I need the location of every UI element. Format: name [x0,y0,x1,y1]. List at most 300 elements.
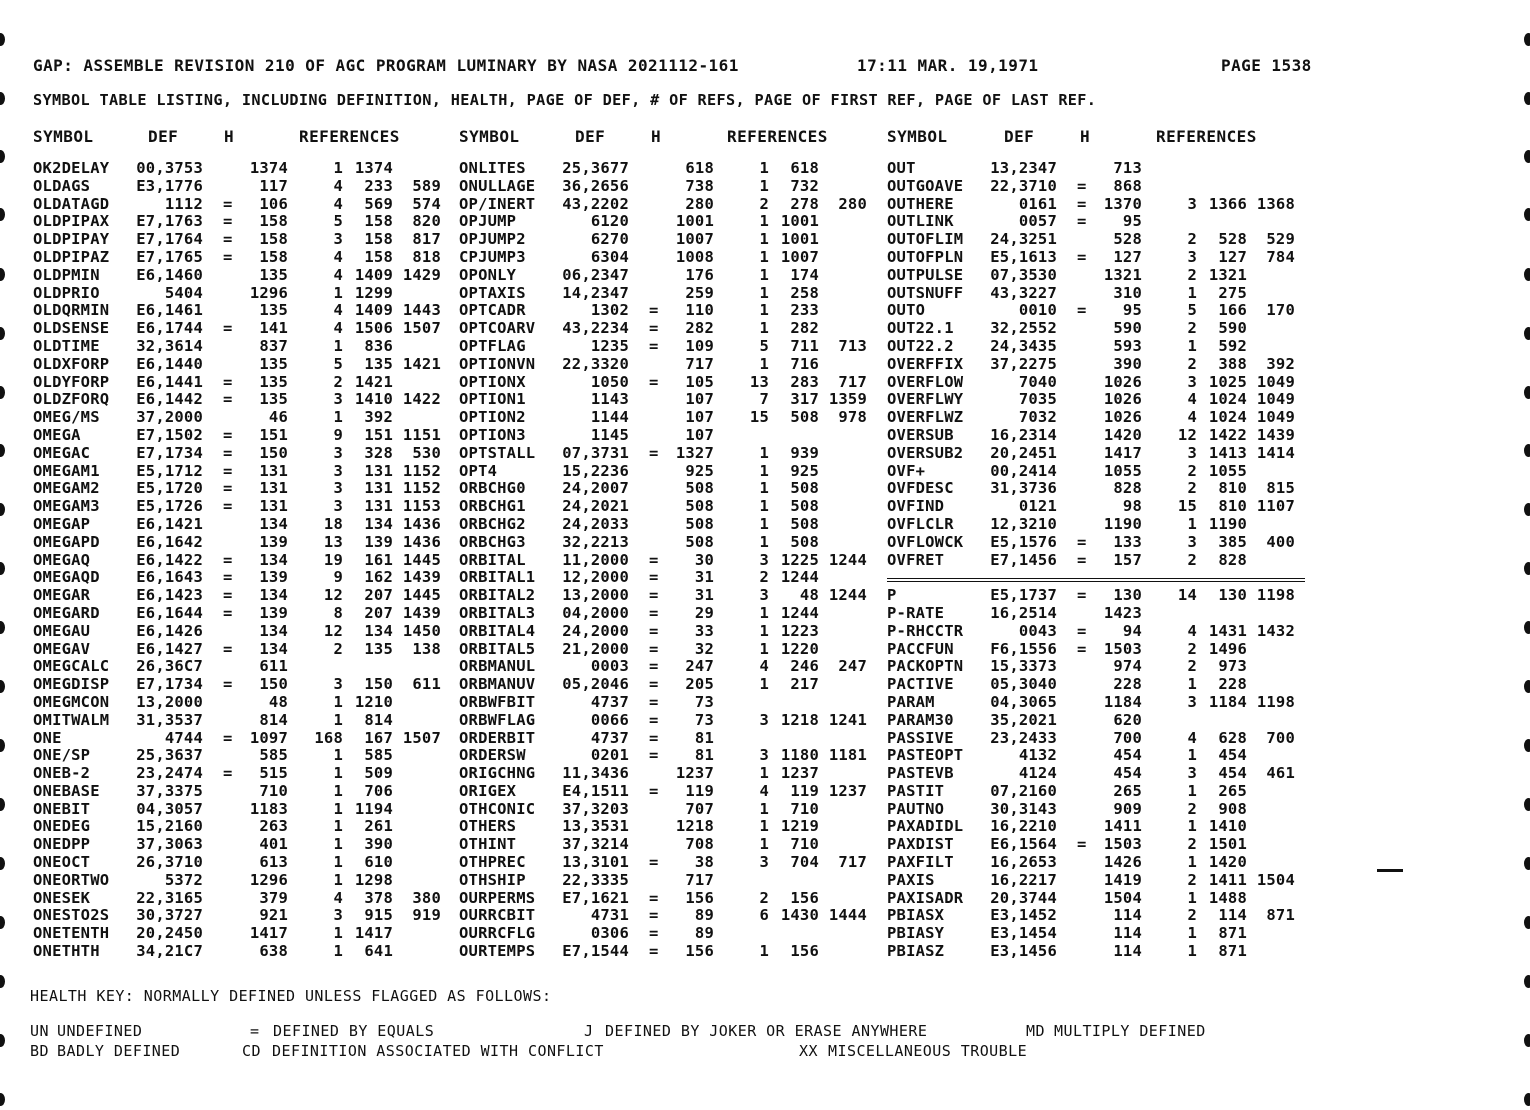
health-flag: = [223,568,233,587]
def-page: 135 [259,372,288,391]
symbol-column-1 [33,160,453,961]
first-ref-page: 1237 [780,764,819,783]
ref-count: 2 [1187,550,1197,569]
definition: E6,1441 [136,372,203,391]
symbol-name: OUTHERE [887,194,954,213]
def-page: 158 [259,212,288,231]
last-ref-page: 717 [838,372,867,391]
definition: 07,2160 [990,781,1057,800]
definition: 24,2033 [562,514,629,533]
ref-count: 8 [333,603,343,622]
first-ref-page: 1417 [354,924,393,943]
table-row [459,196,879,214]
symbol-name: P-RHCCTR [887,621,964,640]
ref-count: 3 [1187,372,1197,391]
first-ref-page: 378 [364,888,393,907]
table-row [459,463,879,481]
first-ref-page: 628 [1218,728,1247,747]
symbol-name: OP/INERT [459,194,536,213]
definition: E6,1426 [136,621,203,640]
health-flag: = [223,212,233,231]
symbol-name: PBIASY [887,924,945,943]
def-page: 921 [259,906,288,925]
last-ref-page: 574 [412,194,441,213]
first-ref-page: 135 [364,354,393,373]
definition: 24,2000 [562,621,629,640]
ref-count: 1 [759,639,769,658]
health-flag: = [649,639,659,658]
definition: 04,3057 [136,799,203,818]
first-ref-page: 207 [364,603,393,622]
table-row [887,783,1307,801]
header-symbol: SYMBOL [887,127,948,146]
table-row [33,249,453,267]
def-page: 1419 [1103,870,1142,889]
first-ref-page: 1430 [780,906,819,925]
def-page: 1190 [1103,514,1142,533]
table-row [459,445,879,463]
definition: 36,2656 [562,176,629,195]
header-h: H [1080,127,1091,146]
symbol-name: OURRCFLG [459,924,536,943]
last-ref-page: 1237 [828,781,867,800]
table-row [459,516,879,534]
binder-hole [1524,208,1530,221]
last-ref-page: 871 [1266,906,1295,925]
ref-count: 1 [1187,746,1197,765]
table-row [887,374,1307,392]
def-page: 508 [685,532,714,551]
health-flag: = [649,853,659,872]
symbol-name: ONESTO2S [33,906,110,925]
symbol-name: ONEOCT [33,853,91,872]
symbol-name: OMEGA [33,425,81,444]
binder-hole [1524,327,1530,340]
symbol-name: OVFRET [887,550,945,569]
symbol-name: ONE [33,728,62,747]
definition: 05,2046 [562,675,629,694]
symbol-name: OURTEMPS [459,942,536,961]
last-ref-page: 1436 [402,514,441,533]
def-page: 1001 [675,212,714,231]
health-flag: = [649,550,659,569]
symbol-name: PAXFILT [887,853,954,872]
symbol-name: ORBCHG0 [459,479,526,498]
symbol-name: ORIGEX [459,781,517,800]
binder-hole [0,798,5,811]
symbol-name: ONETENTH [33,924,110,943]
def-page: 48 [268,692,288,711]
first-ref-page: 135 [364,639,393,658]
first-ref-page: 134 [364,621,393,640]
table-row [459,231,879,249]
ref-count: 1 [1187,853,1197,872]
first-ref-page: 1413 [1208,443,1247,462]
table-row [887,818,1307,836]
table-row [33,623,453,641]
table-row [33,409,453,427]
ref-count: 2 [759,194,769,213]
def-page: 710 [259,781,288,800]
header-h: H [224,127,235,146]
health-text-badly: BADLY DEFINED [57,1042,181,1060]
definition: 11,2000 [562,550,629,569]
table-row [887,854,1307,872]
def-page: 95 [1122,301,1142,320]
def-page: 158 [259,247,288,266]
definition: 4744 [164,728,203,747]
symbol-name: OMEGAC [33,443,91,462]
health-text-equals: DEFINED BY EQUALS [273,1022,435,1040]
def-page: 814 [259,710,288,729]
symbol-name: PAXADIDL [887,817,964,836]
first-ref-page: 156 [790,888,819,907]
first-ref-page: 871 [1218,942,1247,961]
symbol-name: PASSIVE [887,728,954,747]
health-flag: = [649,568,659,587]
symbol-name: OLDPIPAY [33,230,110,249]
last-ref-page: 717 [838,853,867,872]
def-page: 1183 [249,799,288,818]
definition: E6,1643 [136,568,203,587]
ref-count: 1 [333,924,343,943]
binder-hole [1524,739,1530,752]
health-code-un: UN [30,1022,49,1040]
ref-count: 1 [333,159,343,177]
first-ref-page: 1496 [1208,639,1247,658]
definition: 14,2347 [562,283,629,302]
def-page: 95 [1122,212,1142,231]
first-ref-page: 1024 [1208,408,1247,427]
table-row [887,160,1307,178]
def-page: 176 [685,265,714,284]
ref-count: 1 [759,283,769,302]
first-ref-page: 134 [364,514,393,533]
ref-count: 4 [333,247,343,266]
symbol-name: ORDERBIT [459,728,536,747]
def-page: 89 [694,906,714,925]
symbol-name: PARAM30 [887,710,954,729]
definition: 7040 [1018,372,1057,391]
last-ref-page: 1422 [402,390,441,409]
binder-hole [1524,503,1530,516]
symbol-name: PARAM [887,692,935,711]
def-page: 131 [259,461,288,480]
definition: 07,3731 [562,443,629,462]
def-page: 150 [259,443,288,462]
def-page: 638 [259,942,288,961]
def-page: 280 [685,194,714,213]
last-ref-page: 1507 [402,728,441,747]
binder-hole [0,503,5,516]
table-row [887,409,1307,427]
ref-count: 3 [333,497,343,516]
definition: 0043 [1018,621,1057,640]
last-ref-page: 400 [1266,532,1295,551]
binder-hole [1524,680,1530,693]
ref-count: 5 [333,354,343,373]
table-row [33,712,453,730]
binder-hole [0,150,5,163]
table-row [33,569,453,587]
symbol-name: OMEGCALC [33,657,110,676]
def-page: 107 [685,425,714,444]
def-page: 114 [1113,924,1142,943]
ref-count: 2 [1187,799,1197,818]
ref-count: 2 [1187,835,1197,854]
first-ref-page: 1506 [354,319,393,338]
def-page: 106 [259,194,288,213]
definition: 26,3710 [136,853,203,872]
def-page: 139 [259,532,288,551]
symbol-name: OUTPULSE [887,265,964,284]
ref-count: 7 [759,390,769,409]
def-page: 1420 [1103,425,1142,444]
def-page: 974 [1113,657,1142,676]
table-row [33,534,453,552]
health-flag: = [1077,621,1087,640]
first-ref-page: 228 [1218,675,1247,694]
table-row [459,213,879,231]
def-page: 94 [1122,621,1142,640]
symbol-name: ORBCHG1 [459,497,526,516]
first-ref-page: 275 [1218,283,1247,302]
def-page: 454 [1113,746,1142,765]
definition: E3,1452 [990,906,1057,925]
definition: 1235 [590,336,629,355]
definition: 24,3435 [990,336,1057,355]
ref-count: 1 [1187,675,1197,694]
symbol-name: PAXIS [887,870,935,889]
last-ref-page: 1198 [1256,586,1295,605]
def-page: 157 [1113,550,1142,569]
def-page: 156 [685,942,714,961]
def-page: 30 [694,550,714,569]
definition: E7,1763 [136,212,203,231]
ref-count: 1 [1187,781,1197,800]
def-page: 1007 [675,230,714,249]
symbol-name: OPTION2 [459,408,526,427]
definition: 00,2414 [990,461,1057,480]
table-row [33,943,453,961]
def-page: 158 [259,230,288,249]
table-row [459,925,879,943]
first-ref-page: 1244 [780,603,819,622]
binder-hole [0,680,5,693]
first-ref-page: 246 [790,657,819,676]
definition: E5,1737 [990,586,1057,605]
first-ref-page: 939 [790,443,819,462]
table-row [887,641,1307,659]
definition: 24,2021 [562,497,629,516]
definition: 6270 [590,230,629,249]
first-ref-page: 1223 [780,621,819,640]
table-row [33,907,453,925]
first-ref-page: 925 [790,461,819,480]
def-page: 593 [1113,336,1142,355]
table-row [459,267,879,285]
first-ref-page: 508 [790,479,819,498]
first-ref-page: 454 [1218,764,1247,783]
definition: 4132 [1018,746,1057,765]
ref-count: 2 [1187,354,1197,373]
last-ref-page: 713 [838,336,867,355]
symbol-name: OLDXFORP [33,354,110,373]
table-row [33,498,453,516]
table-row [459,641,879,659]
table-row [459,302,879,320]
health-flag: = [649,728,659,747]
table-row [33,818,453,836]
table-row [887,907,1307,925]
ref-count: 1 [1187,514,1197,533]
table-row [33,231,453,249]
ref-count: 1 [759,497,769,516]
ref-count: 1 [1187,336,1197,355]
symbol-name: ORBITAL2 [459,586,536,605]
def-page: 1411 [1103,817,1142,836]
ref-count: 1 [1187,942,1197,961]
def-page: 131 [259,497,288,516]
symbol-name: P-RATE [887,603,945,622]
health-flag: = [649,372,659,391]
def-page: 1374 [249,159,288,177]
def-page: 139 [259,603,288,622]
first-ref-page: 48 [799,586,819,605]
definition: E3,1456 [990,942,1057,961]
binder-hole [0,92,5,105]
definition: E6,1460 [136,265,203,284]
ref-count: 4 [1187,390,1197,409]
ref-count: 1 [333,817,343,836]
first-ref-page: 610 [364,853,393,872]
first-ref-page: 1244 [780,568,819,587]
symbol-name: PBIASZ [887,942,945,961]
symbol-name: OMEGAV [33,639,91,658]
definition: E6,1442 [136,390,203,409]
ref-count: 1 [759,461,769,480]
first-ref-page: 569 [364,194,393,213]
table-row [459,320,879,338]
symbol-name: OMITWALM [33,710,110,729]
health-flag: = [1077,194,1087,213]
definition: E4,1511 [562,781,629,800]
def-page: 46 [268,408,288,427]
table-row [459,836,879,854]
table-row [887,890,1307,908]
def-page: 110 [685,301,714,320]
health-flag: = [223,461,233,480]
definition: 11,3436 [562,764,629,783]
ref-count: 12 [323,586,343,605]
symbol-name: OMEGDISP [33,675,110,694]
binder-hole [0,1093,5,1106]
ref-count: 1 [759,479,769,498]
def-page: 81 [694,728,714,747]
table-row [459,801,879,819]
health-flag: = [649,336,659,355]
first-ref-page: 388 [1218,354,1247,373]
first-ref-page: 385 [1218,532,1247,551]
definition: 43,2202 [562,194,629,213]
ref-count: 3 [1187,764,1197,783]
ref-count: 4 [1187,621,1197,640]
symbol-name: OMEGAQD [33,568,100,587]
binder-hole [1524,798,1530,811]
last-ref-page: 1368 [1256,194,1295,213]
symbol-name: ORBITAL3 [459,603,536,622]
binder-hole [0,386,5,399]
symbol-name: OPTION3 [459,425,526,444]
first-ref-page: 265 [1218,781,1247,800]
last-ref-page: 700 [1266,728,1295,747]
first-ref-page: 131 [364,497,393,516]
symbol-name: ORBWFLAG [459,710,536,729]
def-page: 282 [685,319,714,338]
definition: 20,2450 [136,924,203,943]
ref-count: 3 [1187,532,1197,551]
health-flag: = [649,301,659,320]
symbol-name: OLDPIPAZ [33,247,110,266]
table-row [887,427,1307,445]
ref-count: 4 [333,265,343,284]
binder-hole [1524,562,1530,575]
last-ref-page: 1049 [1256,390,1295,409]
table-row [887,765,1307,783]
first-ref-page: 871 [1218,924,1247,943]
definition: 15,3373 [990,657,1057,676]
table-row [887,730,1307,748]
health-code-xx: XX [799,1042,818,1060]
first-ref-page: 150 [364,675,393,694]
table-row [459,730,879,748]
definition: 15,2236 [562,461,629,480]
def-page: 114 [1113,906,1142,925]
definition: 16,2514 [990,603,1057,622]
symbol-name: ORBITAL5 [459,639,536,658]
last-ref-page: 1444 [828,906,867,925]
table-row [459,569,879,587]
health-flag: = [223,639,233,658]
def-page: 1503 [1103,639,1142,658]
def-page: 228 [1113,675,1142,694]
definition: 24,3251 [990,230,1057,249]
symbol-name: OTHCONIC [459,799,536,818]
ref-count: 1 [759,159,769,177]
first-ref-page: 508 [790,497,819,516]
definition: 00,3753 [136,159,203,177]
definition: 4124 [1018,764,1057,783]
table-row [887,694,1307,712]
def-page: 508 [685,514,714,533]
ref-count: 2 [1187,870,1197,889]
ref-count: 1 [759,443,769,462]
symbol-name: OVERSUB [887,425,954,444]
symbol-name: OLDATAGD [33,194,110,213]
table-row [459,356,879,374]
ref-count: 4 [333,176,343,195]
header-def: DEF [575,127,606,146]
ref-count: 1 [759,354,769,373]
definition: 5404 [164,283,203,302]
symbol-name: OPTSTALL [459,443,536,462]
def-page: 1237 [675,764,714,783]
health-flag: = [1077,639,1087,658]
symbol-name: OUT [887,159,916,177]
table-row [33,890,453,908]
first-ref-page: 217 [790,675,819,694]
definition: 30,3727 [136,906,203,925]
